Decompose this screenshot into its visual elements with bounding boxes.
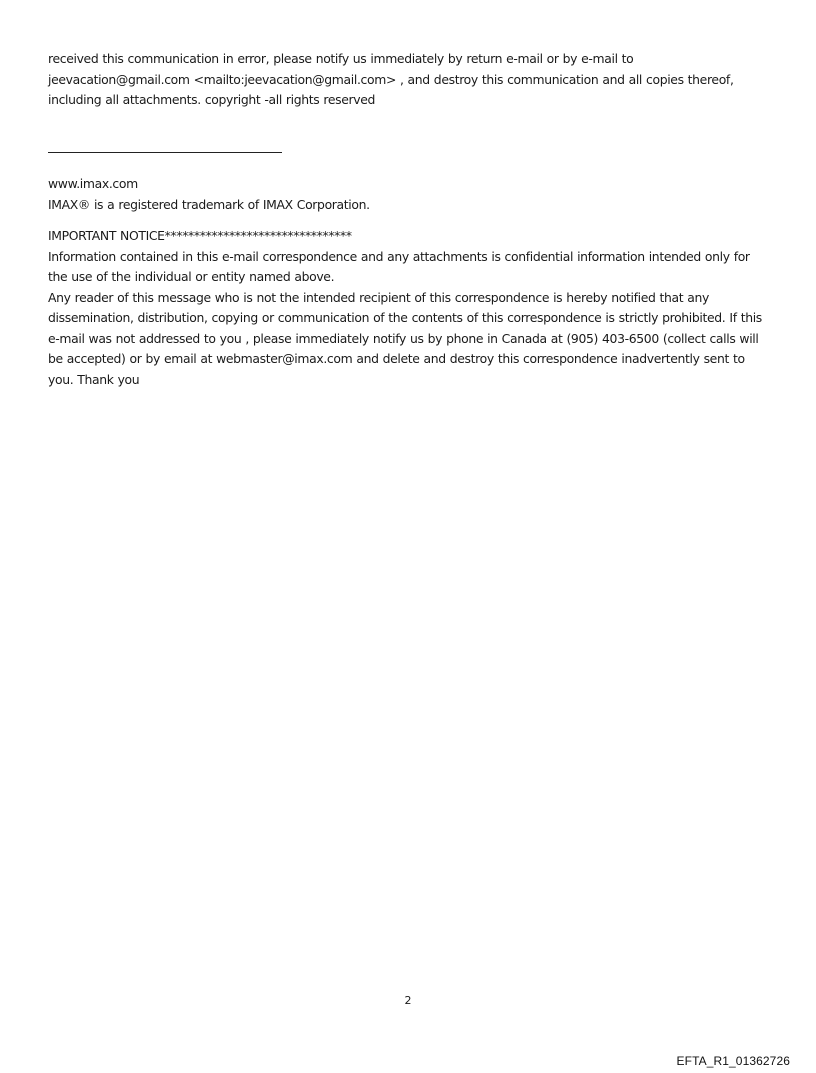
disclaimer-paragraph: received this communication in error, please notify us immediately by return e-mail or by e-mail to jeevacation@gmail.com <mailto:jeevacation@gmail.com> , and destroy this communication and all copies thereof, including all attachments. copyright -all rights reserved <box>48 51 734 107</box>
imax-footer <box>48 174 770 390</box>
bates-number: EFTA_R1_01362726 <box>676 1054 790 1068</box>
trademark-line: IMAX® is a registered trademark of IMAX Corporation. <box>48 196 370 212</box>
notice-paragraph-1: Information contained in this e-mail correspondence and any attachments is confidential information intended only for the use of the individual or entity named above. <box>48 248 750 284</box>
notice-heading: IMPORTANT NOTICE******************************** <box>48 228 352 243</box>
signature-divider <box>48 152 282 153</box>
notice-paragraph-2: Any reader of this message who is not the intended recipient of this correspondence is hereby notified that any dissemination, distribution, copying or communication of the contents of this correspondence is strictly prohibited. If this e-mail was not addressed to you , please immediately notify us by phone in Canada at (905) 403-6500 (collect calls will be accepted) or by email at webmaster@imax.com and delete and destroy this correspondence inadvertently sent to you. Thank you <box>48 289 762 387</box>
disclaimer-block <box>48 49 770 111</box>
website-link[interactable]: www.imax.com <box>48 176 138 191</box>
page-number: 2 <box>404 994 412 1007</box>
